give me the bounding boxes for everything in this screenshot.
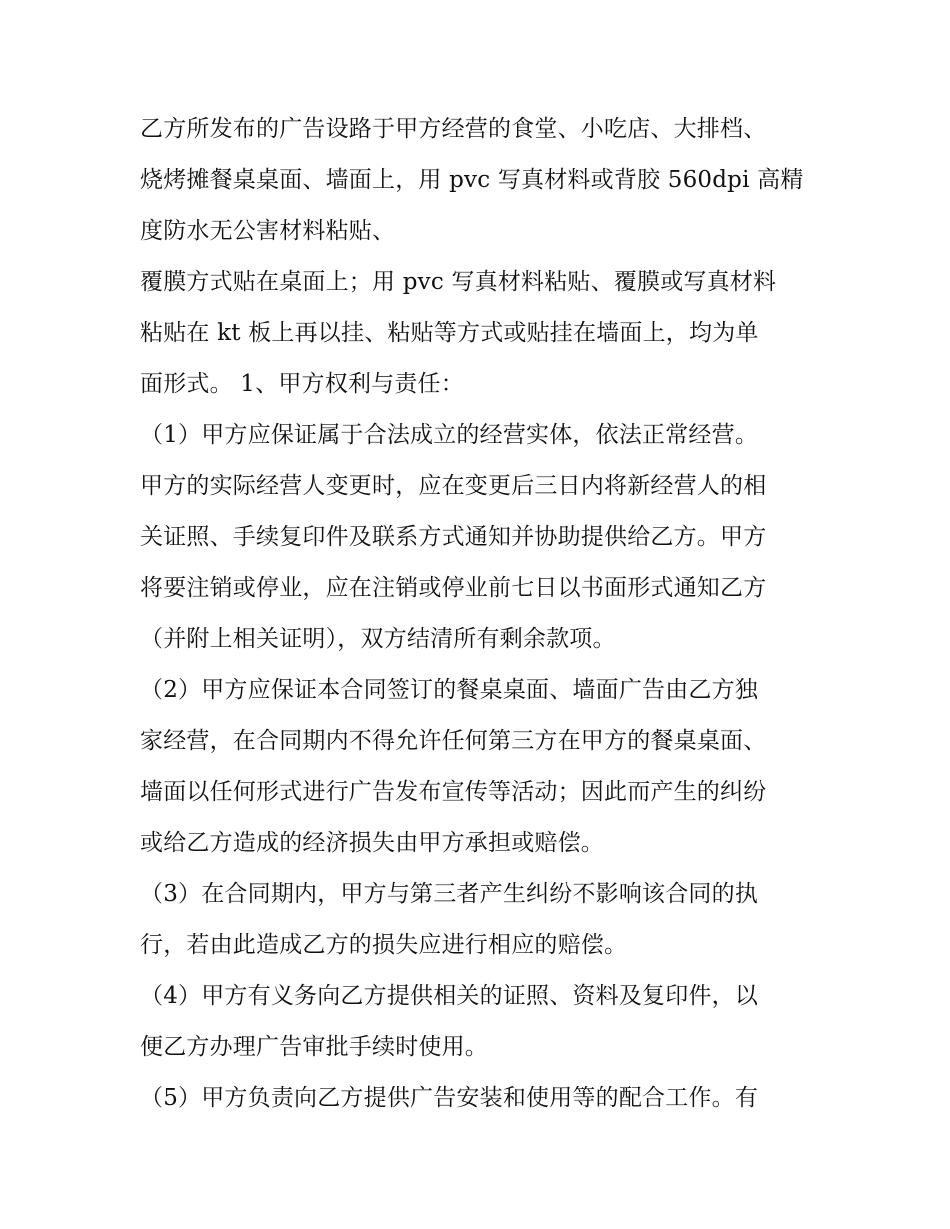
text-line: 粘贴在 kt 板上再以挂、粘贴等方式或贴挂在墙面上，均为单	[140, 320, 759, 346]
text-line: 面形式。 1、甲方权利与责任：	[140, 371, 464, 397]
clause-2-line: （2）甲方应保证本合同签订的餐桌桌面、墙面广告由乙方独	[140, 677, 759, 703]
text-line: （并附上相关证明），双方结清所有剩余款项。	[140, 626, 616, 652]
text-line: 甲方的实际经营人变更时，应在变更后三日内将新经营人的相	[140, 473, 767, 499]
text-line: 墙面以任何形式进行广告发布宣传等活动；因此而产生的纠纷	[140, 779, 767, 805]
text-line: 家经营，在合同期内不得允许任何第三方在甲方的餐桌桌面、	[140, 728, 767, 754]
text-line: 乙方所发布的广告设路于甲方经营的食堂、小吃店、大排档、	[140, 116, 767, 142]
text-line: 关证照、手续复印件及联系方式通知并协助提供给乙方。甲方	[140, 524, 767, 550]
clause-3-line: （3）在合同期内，甲方与第三者产生纠纷不影响该合同的执	[140, 881, 759, 907]
text-line: 或给乙方造成的经济损失由甲方承担或赔偿。	[140, 830, 604, 856]
text-line: 行，若由此造成乙方的损失应进行相应的赔偿。	[140, 932, 628, 958]
text-line: 覆膜方式贴在桌面上；用 pvc 写真材料粘贴、覆膜或写真材料	[140, 269, 777, 295]
text-line: 烧烤摊餐桌桌面、墙面上，用 pvc 写真材料或背胶 560dpi 高精	[140, 167, 804, 193]
text-line: 将要注销或停业，应在注销或停业前七日以书面形式通知乙方	[140, 575, 767, 601]
text-line: 便乙方办理广告审批手续时使用。	[140, 1034, 488, 1060]
clause-5-line: （5）甲方负责向乙方提供广告安装和使用等的配合工作。有	[140, 1085, 759, 1111]
contract-body-text	[140, 104, 820, 1124]
text-line: 度防水无公害材料粘贴、	[140, 218, 396, 244]
clause-4-line: （4）甲方有义务向乙方提供相关的证照、资料及复印件，以	[140, 983, 759, 1009]
clause-1-line: （1）甲方应保证属于合法成立的经营实体，依法正常经营。	[140, 422, 759, 448]
